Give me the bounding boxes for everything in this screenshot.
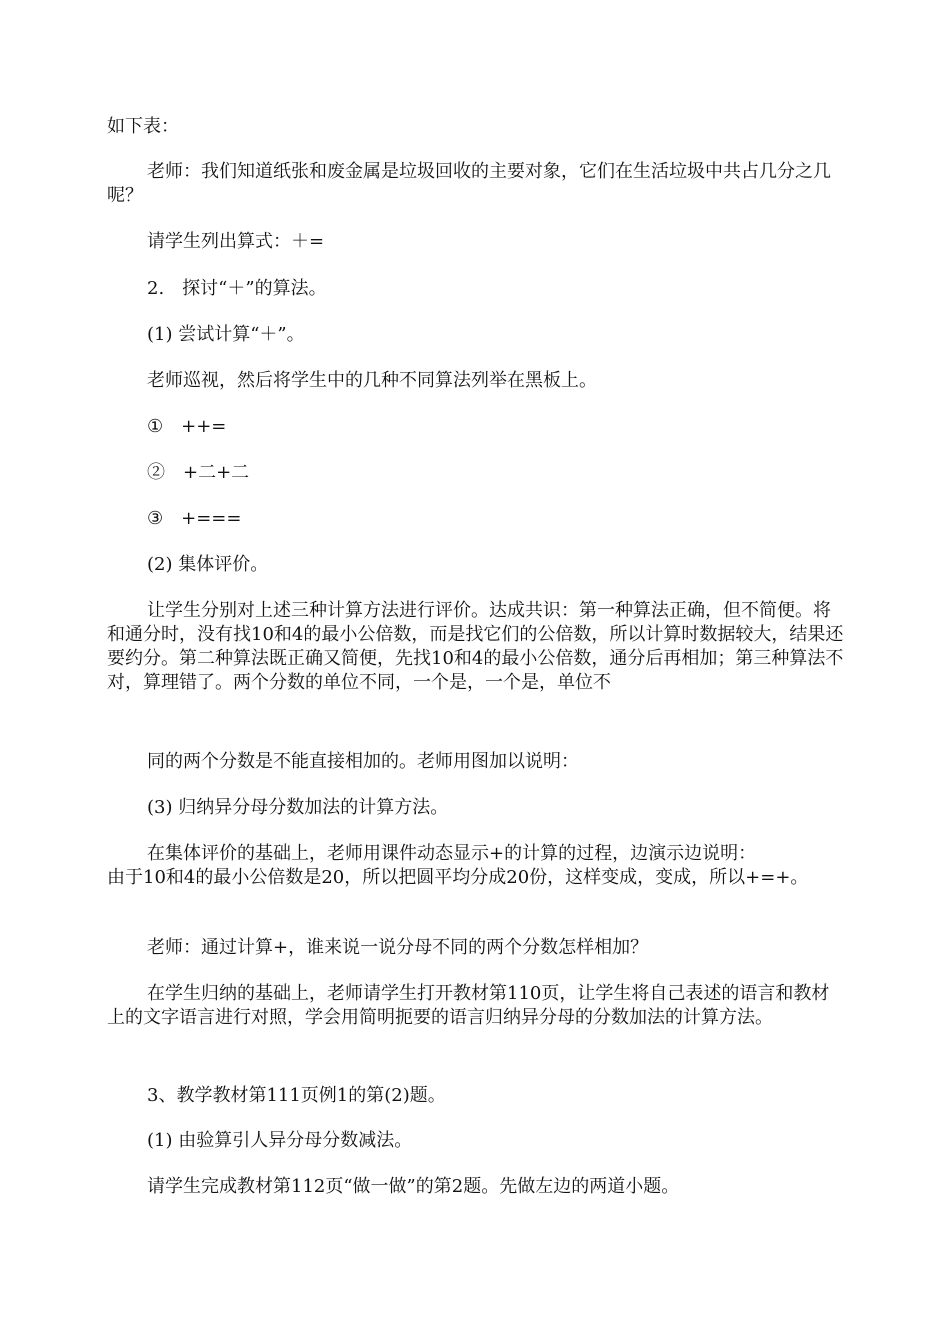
list-item-method-3: ③ +=== [147, 508, 242, 529]
paragraph-teacher-patrol: 老师巡视，然后将学生中的几种不同算法列举在黑板上。 [147, 370, 597, 391]
list-item-method-1: ① ++= [147, 416, 227, 437]
heading-step-1-try: (1) 尝试计算“＋”。 [147, 324, 305, 345]
paragraph-lcm-explanation: 由于10和4的最小公倍数是20，所以把圆平均分成20份，这样变成，变成，所以+=+。 [107, 867, 809, 888]
paragraph-textbook-compare: 在学生归纳的基础上，老师请学生打开教材第110页，让学生将自己表述的语言和教材上的文字语言进行对照，学会用简明扼要的语言归纳异分母的分数加法的计算方法。 [107, 983, 830, 1028]
heading-section-3: 3、教学教材第111页例1的第(2)题。 [147, 1085, 446, 1106]
paragraph-exercise: 请学生完成教材第112页“做一做”的第2题。先做左边的两道小题。 [147, 1176, 680, 1197]
paragraph-intro: 如下表： [107, 116, 179, 137]
paragraph-formula-prompt: 请学生列出算式：＋= [147, 231, 325, 252]
paragraph-evaluation: 让学生分别对上述三种计算方法进行评价。达成共识：第一种算法正确，但不简便。将和通分时，没有找10和4的最小公倍数，而是找它们的公倍数，所以计算时数据较大，结果还要约分。第二种算法既正确又简便，先找10和4的最小公倍数，通分后再相加；第三种算法不对，算理错了。两个分数的单位不同，一个是，一个是，单位不 [107, 600, 844, 693]
heading-step-2-evaluate: (2) 集体评价。 [147, 554, 269, 575]
paragraph-evaluation-continued: 同的两个分数是不能直接相加的。老师用图加以说明： [147, 751, 579, 772]
paragraph-teacher-ask: 老师：通过计算+，谁来说一说分母不同的两个分数怎样相加？ [147, 937, 649, 958]
heading-step-3-summarize: (3) 归纳异分母分数加法的计算方法。 [147, 797, 449, 818]
heading-subtraction: (1) 由验算引人异分母分数减法。 [147, 1130, 413, 1151]
heading-step-2: 2. 探讨“＋”的算法。 [147, 278, 327, 299]
paragraph-teacher-question: 老师：我们知道纸张和废金属是垃圾回收的主要对象，它们在生活垃圾中共占几分之几呢？ [107, 161, 831, 206]
list-item-method-2: ② +二+二 [147, 462, 250, 483]
paragraph-courseware-demo: 在集体评价的基础上，老师用课件动态显示+的计算的过程，边演示边说明： [147, 843, 757, 864]
